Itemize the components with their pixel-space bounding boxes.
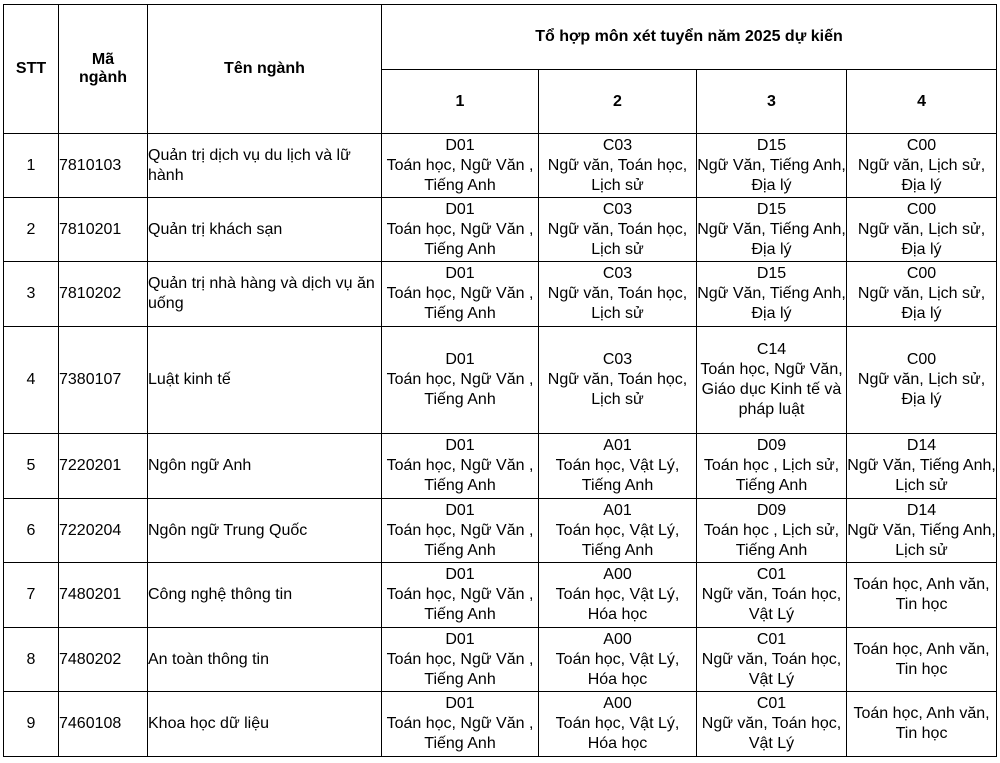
- combo-code: D09: [756, 437, 787, 454]
- combo-cell: [539, 692, 697, 757]
- combo-cell: [847, 434, 997, 499]
- combo-cell: [382, 198, 539, 262]
- row-code: 7480201: [59, 563, 148, 628]
- header-ten-nganh: Tên ngành: [148, 5, 382, 134]
- combo-code: C03: [602, 265, 633, 282]
- row-name: Ngôn ngữ Trung Quốc: [148, 499, 382, 563]
- combo-subjects: Ngữ văn, Toán học, Vật Lý: [701, 715, 842, 752]
- combo-code: D01: [445, 437, 475, 454]
- combo-code: A01: [603, 437, 632, 454]
- combo-code: C00: [906, 265, 937, 282]
- table-row: [4, 327, 997, 434]
- combo-code: D09: [756, 501, 787, 519]
- combo-subjects: Ngữ văn, Toán học, Vật Lý: [701, 650, 842, 688]
- combo-subjects: Ngữ Văn, Tiếng Anh, Địa lý: [697, 220, 846, 258]
- combo-subjects: Ngữ văn, Toán học, Lịch sử: [547, 285, 688, 322]
- combo-code: D01: [445, 695, 475, 712]
- combo-code: D15: [756, 265, 787, 282]
- row-name: Luật kinh tế: [148, 327, 382, 434]
- table-row: [4, 499, 997, 563]
- combo-cell: [539, 563, 697, 628]
- combo-cell: [697, 692, 847, 757]
- combo-code: C14: [756, 341, 787, 358]
- combo-cell: [697, 499, 847, 563]
- combo-cell: [847, 327, 997, 434]
- table-row: [4, 628, 997, 692]
- combo-cell: [539, 198, 697, 262]
- row-code: 7220204: [59, 499, 148, 563]
- combo-code: A00: [603, 566, 632, 583]
- combo-code: D01: [445, 200, 475, 218]
- combo-subjects: Toán học, Ngữ Văn , Tiếng Anh: [386, 650, 534, 688]
- combo-cell: [697, 327, 847, 434]
- combo-cell: [847, 262, 997, 327]
- combo-code: D01: [445, 501, 475, 519]
- combo-cell: [847, 134, 997, 198]
- table-row: [4, 198, 997, 262]
- row-code: 7460108: [59, 692, 148, 757]
- combo-cell: [697, 262, 847, 327]
- combo-subjects: Toán học, Ngữ Văn , Tiếng Anh: [386, 285, 534, 322]
- row-stt: 3: [4, 262, 59, 327]
- combo-code: A01: [603, 501, 632, 519]
- combo-code: D01: [445, 136, 475, 154]
- combo-subjects: Toán học , Lịch sử, Tiếng Anh: [703, 521, 840, 559]
- row-code: 7810202: [59, 262, 148, 327]
- combo-subjects: Ngữ văn, Lịch sử, Địa lý: [857, 371, 986, 408]
- combo-subjects: Toán học, Ngữ Văn , Tiếng Anh: [386, 586, 534, 623]
- combo-subjects: Ngữ văn, Toán học, Lịch sử: [547, 156, 688, 194]
- combo-code: C03: [602, 351, 633, 368]
- combo-cell: [539, 499, 697, 563]
- combo-cell: [382, 327, 539, 434]
- combo-code: C01: [756, 695, 787, 712]
- combo-subjects: Ngữ Văn, Tiếng Anh, Lịch sử: [847, 521, 996, 559]
- combo-code: C00: [906, 200, 937, 218]
- combo-subjects: Toán học, Vật Lý, Hóa học: [555, 586, 680, 623]
- combo-cell: [847, 563, 997, 628]
- combo-cell: [382, 563, 539, 628]
- combo-code: D15: [756, 136, 787, 154]
- header-col-3: 3: [697, 70, 847, 134]
- combo-subjects: Ngữ Văn, Tiếng Anh, Lịch sử: [847, 457, 996, 494]
- table-body: [4, 134, 997, 757]
- table-row: [4, 563, 997, 628]
- header-ma-nganh: Mã ngành: [59, 5, 148, 134]
- combo-cell: [847, 198, 997, 262]
- row-stt: 4: [4, 327, 59, 434]
- table-row: [4, 262, 997, 327]
- combo-subjects: Toán học, Vật Lý, Hóa học: [555, 650, 680, 688]
- table-row: [4, 434, 997, 499]
- combo-cell: [539, 262, 697, 327]
- row-stt: 8: [4, 628, 59, 692]
- header-col-1: 1: [382, 70, 539, 134]
- combo-subjects: Ngữ văn, Lịch sử, Địa lý: [857, 220, 986, 258]
- combo-subjects: Toán học, Ngữ Văn, Giáo dục Kinh tế và pháp luật: [700, 361, 843, 418]
- row-code: 7380107: [59, 327, 148, 434]
- combo-cell: [847, 499, 997, 563]
- header-col-4: 4: [847, 70, 997, 134]
- combo-code: C03: [602, 200, 633, 218]
- combo-cell: [697, 198, 847, 262]
- row-name: Ngôn ngữ Anh: [148, 434, 382, 499]
- combo-cell: [382, 262, 539, 327]
- combo-subjects: Toán học , Lịch sử, Tiếng Anh: [703, 457, 840, 494]
- combo-cell: [847, 692, 997, 757]
- combo-cell: [382, 134, 539, 198]
- admission-table: [3, 4, 997, 757]
- combo-subjects: Ngữ văn, Lịch sử, Địa lý: [857, 156, 986, 194]
- row-stt: 2: [4, 198, 59, 262]
- combo-cell: [697, 563, 847, 628]
- combo-cell: [382, 692, 539, 757]
- row-code: 7810201: [59, 198, 148, 262]
- header-to-hop: Tổ hợp môn xét tuyển năm 2025 dự kiến: [382, 5, 997, 70]
- row-code: 7480202: [59, 628, 148, 692]
- row-code: 7810103: [59, 134, 148, 198]
- combo-code: C00: [906, 136, 937, 154]
- combo-subjects: Toán học, Ngữ Văn , Tiếng Anh: [386, 715, 534, 752]
- combo-code: D14: [906, 437, 937, 454]
- row-name: Công nghệ thông tin: [148, 563, 382, 628]
- combo-cell: [539, 134, 697, 198]
- combo-code: D01: [445, 265, 475, 282]
- combo-subjects: Toán học, Vật Lý, Tiếng Anh: [555, 521, 680, 559]
- combo-code: A00: [603, 695, 632, 712]
- combo-code: A00: [603, 630, 632, 648]
- combo-code: D14: [906, 501, 937, 519]
- combo-code: C03: [602, 136, 633, 154]
- row-stt: 5: [4, 434, 59, 499]
- combo-cell: [382, 628, 539, 692]
- combo-code: C00: [906, 351, 937, 368]
- row-stt: 9: [4, 692, 59, 757]
- combo-subjects: Toán học, Ngữ Văn , Tiếng Anh: [386, 156, 534, 194]
- combo-subjects: Toán học, Ngữ Văn , Tiếng Anh: [386, 371, 534, 408]
- row-name: Quản trị nhà hàng và dịch vụ ăn uống: [148, 262, 382, 327]
- combo-subjects: Toán học, Ngữ Văn , Tiếng Anh: [386, 220, 534, 258]
- combo-code: D15: [756, 200, 787, 218]
- combo-code: D01: [445, 566, 475, 583]
- combo-subjects: Toán học, Ngữ Văn , Tiếng Anh: [386, 521, 534, 559]
- table-row: [4, 134, 997, 198]
- combo-subjects: Ngữ văn, Lịch sử, Địa lý: [857, 285, 986, 322]
- combo-cell: [539, 434, 697, 499]
- combo-cell: [847, 628, 997, 692]
- combo-subjects: Toán học, Vật Lý, Hóa học: [555, 715, 680, 752]
- combo-subjects: Toán học, Vật Lý, Tiếng Anh: [555, 457, 680, 494]
- row-name: Khoa học dữ liệu: [148, 692, 382, 757]
- row-code: 7220201: [59, 434, 148, 499]
- combo-cell: [697, 434, 847, 499]
- combo-cell: [539, 628, 697, 692]
- combo-code: D01: [445, 351, 475, 368]
- header-stt: STT: [4, 5, 59, 134]
- row-name: Quản trị khách sạn: [148, 198, 382, 262]
- combo-cell: [697, 134, 847, 198]
- combo-subjects: Toán học, Anh văn, Tin học: [853, 705, 990, 742]
- row-name: An toàn thông tin: [148, 628, 382, 692]
- combo-cell: [539, 327, 697, 434]
- row-name: Quản trị dịch vụ du lịch và lữ hành: [148, 134, 382, 198]
- table-row: [4, 692, 997, 757]
- combo-subjects: Toán học, Anh văn, Tin học: [853, 576, 990, 613]
- combo-subjects: Ngữ văn, Toán học, Lịch sử: [547, 220, 688, 258]
- combo-cell: [382, 499, 539, 563]
- header-col-2: 2: [539, 70, 697, 134]
- combo-cell: [697, 628, 847, 692]
- row-stt: 7: [4, 563, 59, 628]
- combo-subjects: Toán học, Ngữ Văn , Tiếng Anh: [386, 457, 534, 494]
- combo-code: C01: [756, 630, 787, 648]
- combo-code: D01: [445, 630, 475, 648]
- combo-subjects: Ngữ Văn, Tiếng Anh, Địa lý: [697, 156, 846, 194]
- combo-subjects: Ngữ Văn, Tiếng Anh, Địa lý: [697, 285, 846, 322]
- row-stt: 6: [4, 499, 59, 563]
- combo-subjects: Toán học, Anh văn, Tin học: [853, 640, 990, 678]
- combo-cell: [382, 434, 539, 499]
- combo-subjects: Ngữ văn, Toán học, Lịch sử: [547, 371, 688, 408]
- combo-code: C01: [756, 566, 787, 583]
- row-stt: 1: [4, 134, 59, 198]
- combo-subjects: Ngữ văn, Toán học, Vật Lý: [701, 586, 842, 623]
